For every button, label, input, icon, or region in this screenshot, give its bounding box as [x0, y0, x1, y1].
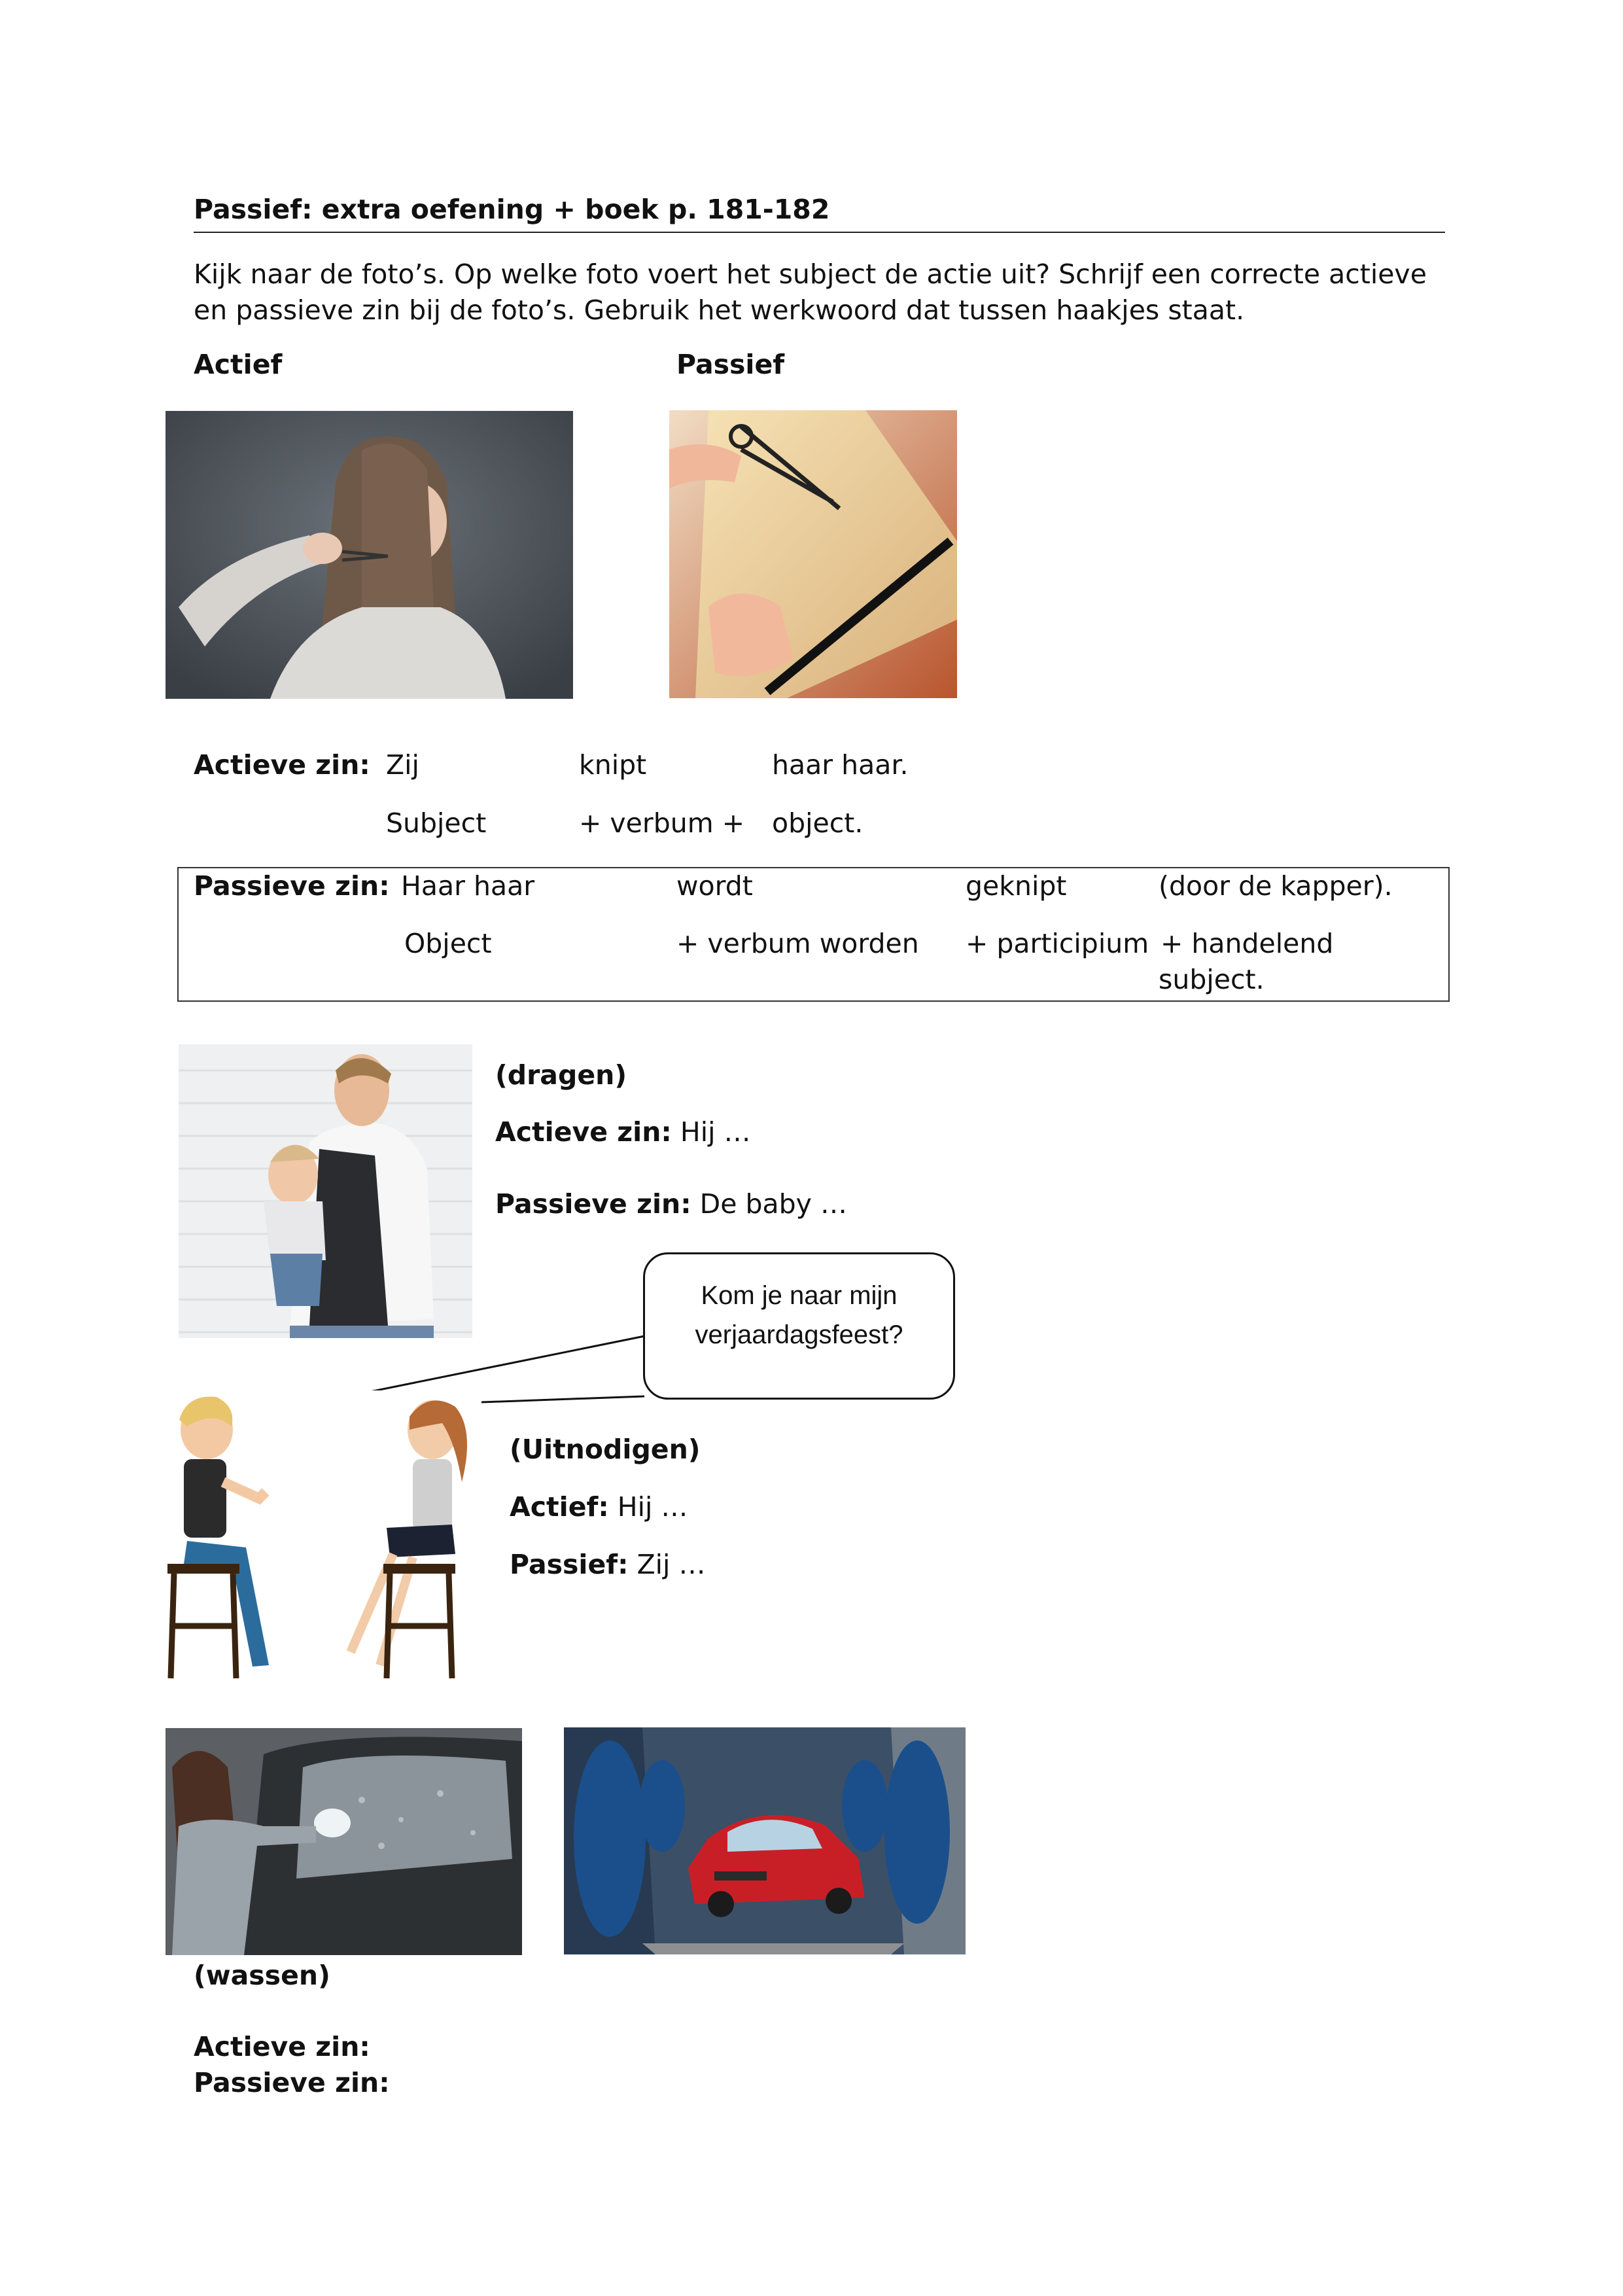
- uitnodigen-verb: (Uitnodigen): [510, 1434, 701, 1465]
- uitnodigen-active-line: [510, 1489, 688, 1525]
- passive-example-label: Passieve zin:: [194, 870, 390, 902]
- active-role-object: object.: [772, 807, 864, 839]
- passive-role-agent: + handelend: [1161, 928, 1334, 959]
- heading-passive: Passief: [676, 349, 785, 380]
- uitnodigen-active-start: Hij …: [617, 1491, 688, 1523]
- photo-woman-cutting-own-hair: [166, 411, 573, 699]
- active-example-subject: Zij: [386, 749, 419, 781]
- uitnodigen-passive-label: Passief:: [510, 1549, 629, 1580]
- passive-role-object: Object: [404, 928, 492, 959]
- uitnodigen-active-label: Actief:: [510, 1491, 609, 1523]
- photo-girl-washing-car: [166, 1728, 522, 1955]
- photo-car-in-carwash: [564, 1727, 966, 1954]
- passive-example-participle: geknipt: [966, 870, 1067, 902]
- passive-example-object: Haar haar: [401, 870, 535, 902]
- wassen-active-label: Actieve zin:: [194, 2031, 370, 2062]
- dragen-active-line: [495, 1114, 751, 1150]
- illustration-invitation-conversation: [154, 1390, 481, 1688]
- dragen-active-label: Actieve zin:: [495, 1116, 672, 1148]
- passive-role-agent-cont: subject.: [1159, 964, 1265, 995]
- photo-hairdresser-cutting-hair: [669, 410, 957, 698]
- passive-example-agent: (door de kapper).: [1159, 870, 1393, 902]
- instructions: Kijk naar de foto’s. Op welke foto voert het subject de actie uit? Schrijf een correcte actieve en passieve zin bij de foto’s. Gebruik het werkwoord dat tussen haakjes staat.: [194, 258, 1427, 326]
- page-title: Passief: extra oefening + boek p. 181-182: [194, 194, 830, 225]
- speech-bubble-line2: verjaardagsfeest?: [695, 1320, 903, 1349]
- dragen-passive-label: Passieve zin:: [495, 1188, 691, 1220]
- wassen-verb: (wassen): [194, 1960, 330, 1991]
- uitnodigen-passive-line: [510, 1547, 705, 1582]
- wassen-passive-label: Passieve zin:: [194, 2067, 390, 2098]
- active-example-object: haar haar.: [772, 749, 909, 781]
- active-role-verb: + verbum +: [579, 807, 745, 839]
- dragen-active-start: Hij …: [680, 1116, 751, 1148]
- active-example-verb: knipt: [579, 749, 647, 781]
- speech-bubble-text: [643, 1276, 955, 1354]
- photo-father-carrying-baby: [179, 1044, 472, 1338]
- speech-bubble-line1: Kom je naar mijn: [701, 1281, 898, 1310]
- active-role-subject: Subject: [386, 807, 487, 839]
- dragen-passive-line: [495, 1186, 847, 1222]
- dragen-verb: (dragen): [495, 1059, 627, 1091]
- passive-role-participle: + participium: [966, 928, 1149, 959]
- heading-active: Actief: [194, 349, 283, 380]
- active-example-label: Actieve zin:: [194, 749, 370, 781]
- passive-example-verb: wordt: [676, 870, 753, 902]
- uitnodigen-passive-start: Zij …: [637, 1549, 706, 1580]
- dragen-passive-start: De baby …: [699, 1188, 847, 1220]
- passive-role-verb: + verbum worden: [676, 928, 919, 959]
- title-underline: [194, 232, 1445, 233]
